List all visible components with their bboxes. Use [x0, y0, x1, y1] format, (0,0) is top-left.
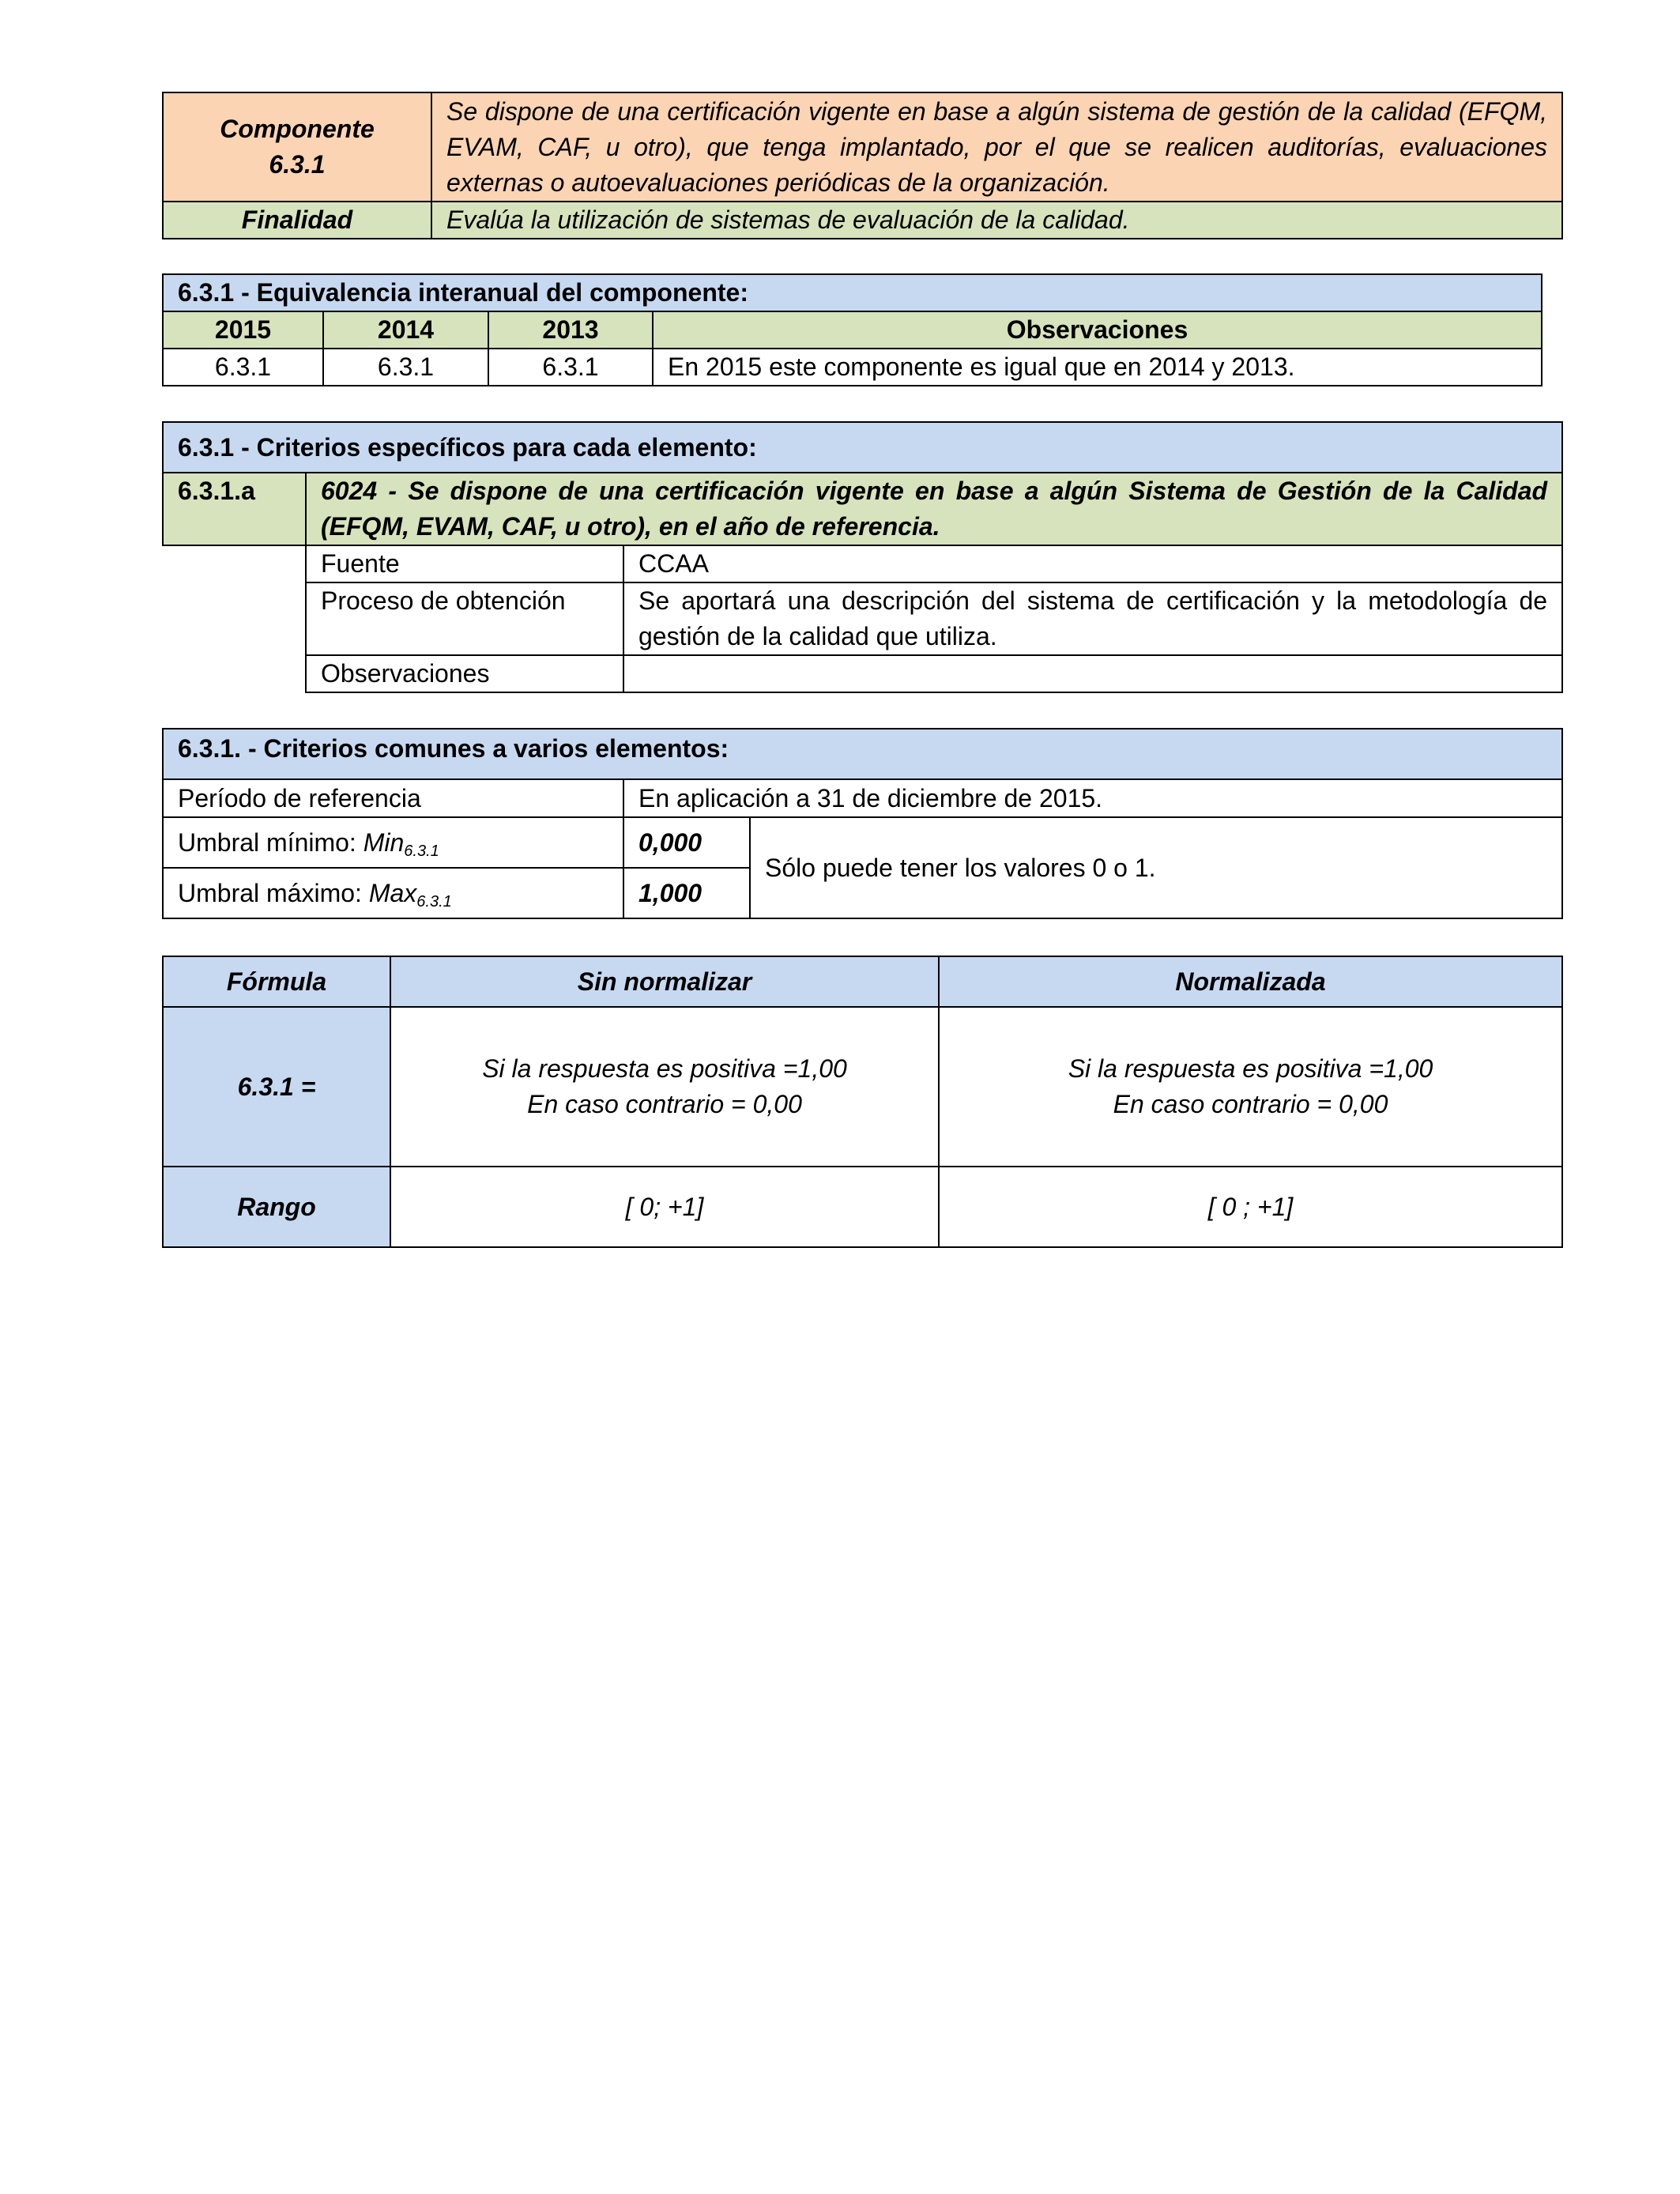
period-value: En aplicación a 31 de diciembre de 2015. [623, 779, 1562, 817]
element-description: 6024 - Se dispone de una certificación vigente en base a algún Sistema de Gestión de la Calidad (EFQM, EVAM, CAF, u otro), en el año de referencia. [306, 473, 1562, 545]
equivalence-header: Observaciones [653, 311, 1542, 349]
specific-criteria-table [162, 421, 1563, 693]
equivalence-cell: 6.3.1 [488, 349, 653, 386]
equivalence-observation: En 2015 este componente es igual que en 2014 y 2013. [653, 349, 1542, 386]
max-threshold-value: 1,000 [623, 868, 750, 918]
process-value: Se aportará una descripción del sistema de certificación y la metodología de gestión de la calidad que utiliza. [623, 582, 1562, 655]
equivalence-table [162, 273, 1543, 386]
specific-criteria-title: 6.3.1 - Criterios específicos para cada elemento: [163, 422, 1562, 473]
equivalence-title: 6.3.1 - Equivalencia interanual del componente: [163, 274, 1542, 311]
raw-header: Sin normalizar [390, 956, 939, 1007]
source-value: CCAA [623, 545, 1562, 582]
equivalence-cell: 6.3.1 [323, 349, 488, 386]
source-label: Fuente [306, 545, 623, 582]
range-normalized: [ 0 ; +1] [939, 1167, 1562, 1247]
formula-table [162, 956, 1563, 1248]
range-label: Rango [163, 1167, 390, 1247]
normalized-formula: Si la respuesta es positiva =1,00 En caso contrario = 0,00 [939, 1007, 1562, 1167]
process-label: Proceso de obtención [306, 582, 623, 655]
period-label: Período de referencia [163, 779, 623, 817]
normalized-header: Normalizada [939, 956, 1562, 1007]
observations-value [623, 655, 1562, 692]
raw-formula: Si la respuesta es positiva =1,00 En caso contrario = 0,00 [390, 1007, 939, 1167]
common-criteria-title: 6.3.1. - Criterios comunes a varios elementos: [163, 729, 1562, 779]
component-label: Componente 6.3.1 [163, 92, 431, 202]
formula-row-label: 6.3.1 = [163, 1007, 390, 1167]
purpose-text: Evalúa la utilización de sistemas de evaluación de la calidad. [431, 202, 1562, 239]
component-description: Se dispone de una certificación vigente en base a algún sistema de gestión de la calidad (EFQM, EVAM, CAF, u otro), que tenga implantado, por el que se realicen auditorías, evaluaciones externas o autoevaluaciones periódicas de la organización. [431, 92, 1562, 202]
range-raw: [ 0; +1] [390, 1167, 939, 1247]
equivalence-header: 2013 [488, 311, 653, 349]
observations-label: Observaciones [306, 655, 623, 692]
formula-header: Fórmula [163, 956, 390, 1007]
threshold-note: Sólo puede tener los valores 0 o 1. [750, 817, 1562, 918]
purpose-label: Finalidad [163, 202, 431, 239]
equivalence-cell: 6.3.1 [163, 349, 323, 386]
min-threshold-value: 0,000 [623, 817, 750, 868]
element-code: 6.3.1.a [163, 473, 306, 545]
max-threshold-label: Umbral máximo: Max$_{6.3.1}$ [163, 868, 623, 918]
equivalence-header: 2015 [163, 311, 323, 349]
common-criteria-table [162, 728, 1563, 919]
component-table [162, 92, 1563, 239]
equivalence-header: 2014 [323, 311, 488, 349]
min-threshold-label: Umbral mínimo: Min$_{6.3.1}$ [163, 817, 623, 868]
